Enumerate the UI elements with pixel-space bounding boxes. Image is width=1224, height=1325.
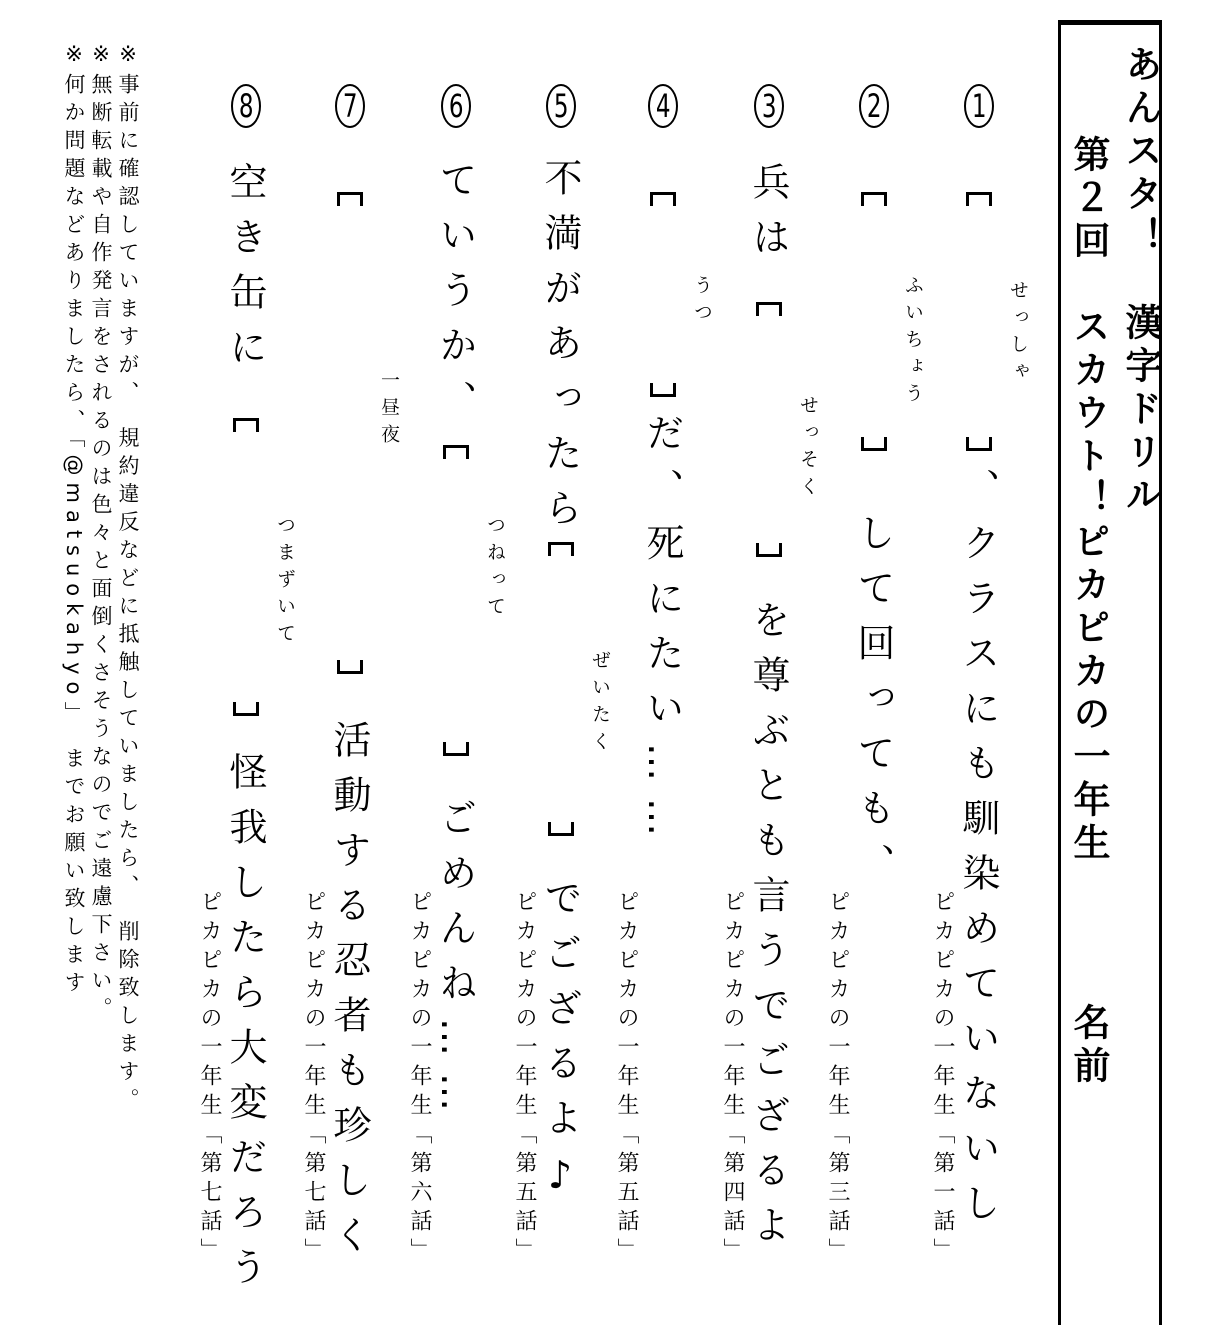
question-text-after: でござるよ♪	[538, 878, 582, 1214]
question-text-after: 、クラスにも馴染めていないし	[956, 468, 1000, 1238]
question-number: 6	[448, 87, 464, 125]
question-source: ピカピカの一年生「第五話」	[512, 890, 537, 1267]
question-number-circle	[231, 84, 261, 128]
question-source: ピカピカの一年生「第四話」	[720, 890, 745, 1267]
question-5	[500, 0, 620, 1267]
question-source: ピカピカの一年生「第七話」	[197, 890, 222, 1267]
footnote-no-reprint: ※無断転載や自作発言をされるのは色々と面倒くさそうなのでご遠慮下さい。	[89, 42, 113, 1025]
reading-furigana: うつ	[691, 275, 713, 329]
question-4	[602, 0, 722, 1267]
name-label: 名前	[1067, 1003, 1110, 1089]
question-text-after: して回っても、	[851, 513, 895, 898]
answer-bracket-open	[233, 418, 259, 432]
answer-bracket-close	[548, 822, 574, 836]
answer-bracket-close	[650, 383, 676, 397]
reading-furigana: つねって	[484, 515, 506, 623]
footnote-copyright: ※事前に確認していますが、 規約違反などに抵触していましたら、 削除致します。	[116, 42, 140, 1116]
question-number: 8	[238, 87, 254, 125]
question-number-circle	[964, 84, 994, 128]
question-text-after: ごめんね……	[433, 798, 477, 1128]
reading-furigana: ふいちょう	[902, 275, 924, 410]
question-number-circle	[441, 84, 471, 128]
reading-furigana: せっしゃ	[1007, 280, 1029, 388]
question-text-before: 空き缶に	[223, 162, 267, 382]
answer-bracket-close	[861, 437, 887, 451]
question-text-after: だ、死にたい……	[640, 413, 684, 853]
reading-furigana: つまずいて	[274, 515, 296, 650]
answer-bracket-close	[966, 437, 992, 451]
lesson-title: 第２回 スカウト！ピカピカの一年生	[1067, 135, 1110, 866]
question-source: ピカピカの一年生「第三話」	[825, 890, 850, 1267]
answer-bracket-open	[756, 302, 782, 316]
question-source: ピカピカの一年生「第一話」	[930, 890, 955, 1267]
question-8	[185, 0, 305, 1302]
answer-bracket-close	[443, 742, 469, 756]
answer-bracket-close	[756, 543, 782, 557]
question-text-before: 兵は	[746, 162, 790, 272]
reading-furigana: ぜいたく	[589, 650, 611, 758]
question-text-before: ていうか、	[433, 160, 477, 435]
question-number: 2	[866, 87, 882, 125]
question-text-before: 不満があったら	[538, 158, 582, 543]
answer-bracket-open	[650, 192, 676, 206]
answer-bracket-close	[233, 702, 259, 716]
answer-bracket-close	[337, 660, 363, 674]
question-text-after: 怪我したら大変だろう	[223, 752, 267, 1302]
question-number: 1	[971, 87, 987, 125]
question-number-circle	[859, 84, 889, 128]
question-1	[918, 0, 1038, 1267]
footnote-contact: ※何か問題などありましたら、「@matsuokahyo」 までお願い致します	[62, 42, 86, 999]
question-number: 3	[761, 87, 777, 125]
question-3	[708, 0, 828, 1267]
question-text-after: 活動する忍者も珍しく	[327, 720, 371, 1270]
question-2	[813, 0, 933, 1267]
answer-bracket-open	[861, 192, 887, 206]
question-source: ピカピカの一年生「第七話」	[301, 890, 326, 1267]
question-number-circle	[335, 84, 365, 128]
question-text-after: を尊ぶとも言うでござるよ	[746, 600, 790, 1260]
answer-bracket-open	[548, 542, 574, 556]
question-number: 7	[342, 87, 358, 125]
question-number-circle	[754, 84, 784, 128]
series-title: あんスタ！ 漢字ドリル	[1119, 45, 1162, 518]
answer-bracket-open	[443, 445, 469, 459]
question-source: ピカピカの一年生「第六話」	[407, 890, 432, 1267]
reading-furigana: せっそく	[797, 395, 819, 503]
question-number-circle	[546, 84, 576, 128]
question-source: ピカピカの一年生「第五話」	[614, 890, 639, 1267]
question-number: 4	[655, 87, 671, 125]
question-6	[395, 0, 515, 1267]
question-number: 5	[553, 87, 569, 125]
question-number-circle	[648, 84, 678, 128]
answer-bracket-open	[337, 192, 363, 206]
answer-bracket-open	[966, 192, 992, 206]
reading-furigana: 一昼夜	[378, 370, 400, 451]
question-7	[289, 0, 409, 1270]
